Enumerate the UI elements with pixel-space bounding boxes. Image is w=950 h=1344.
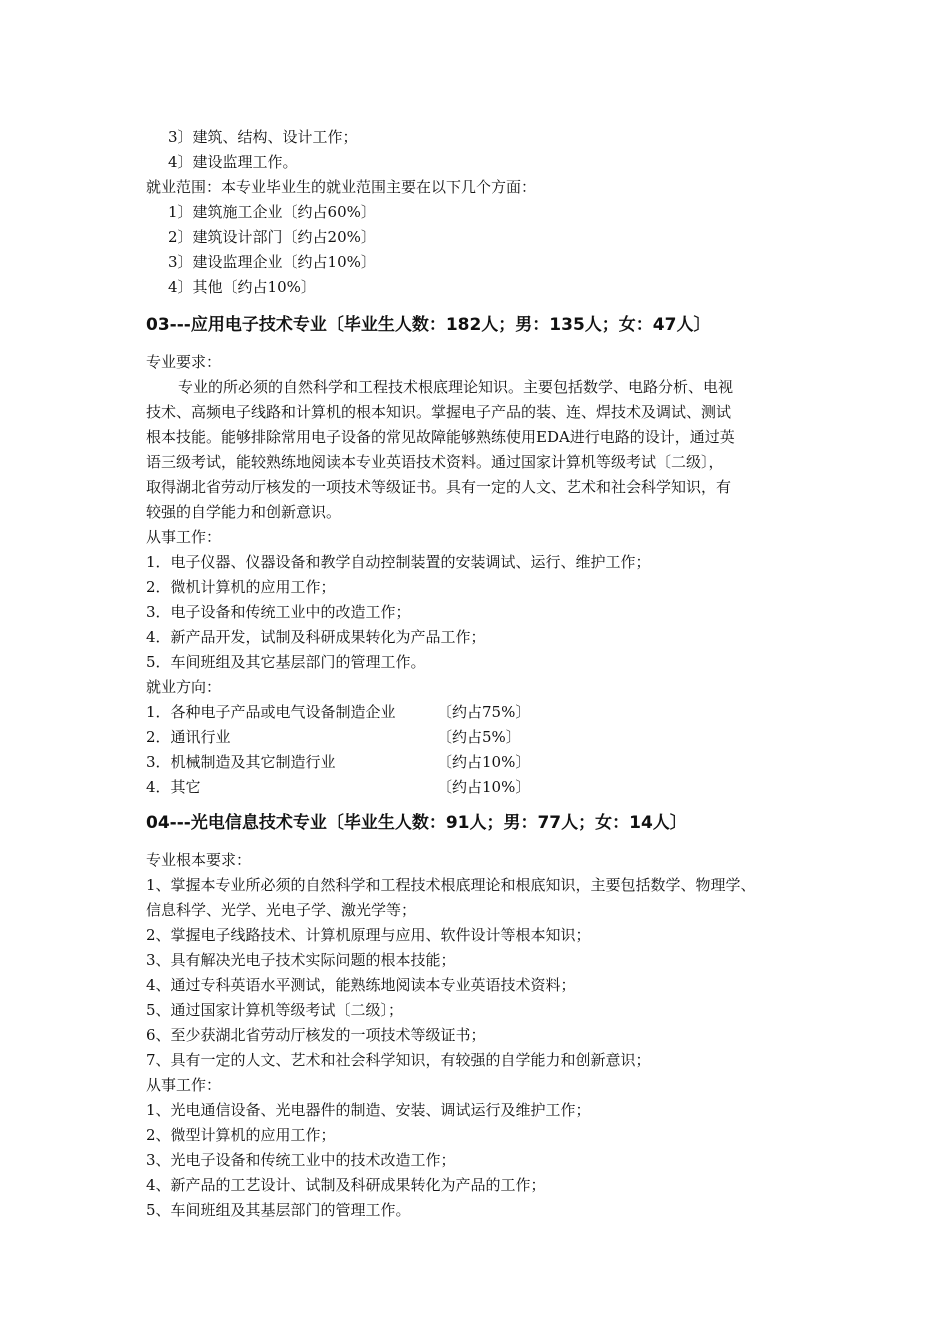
direction-item-pct: 〔约占5%〕 [437, 728, 521, 746]
req-paragraph-line: 技术、高频电子线路和计算机的根本知识。掌握电子产品的装、连、焊技术及调试、测试 [146, 403, 732, 421]
direction-item-label: 2．通讯行业 [146, 728, 231, 746]
work-item: 5、车间班组及其基层部门的管理工作。 [146, 1201, 411, 1219]
work-item: 3．电子设备和传统工业中的改造工作； [146, 603, 411, 621]
req-item: 2、掌握电子线路技术、计算机原理与应用、软件设计等根本知识； [146, 926, 591, 944]
req-paragraph-line: 较强的自学能力和创新意识。 [146, 503, 342, 521]
req-item: 3、具有解决光电子技术实际问题的根本技能； [146, 951, 456, 969]
req-paragraph-line: 语三级考试，能较熟练地阅读本专业英语技术资料。通过国家计算机等级考试〔二级〕， [146, 453, 724, 471]
work-label: 从事工作： [146, 1076, 222, 1094]
req-label: 专业要求： [146, 353, 222, 371]
employment-item: 4〕其他〔约占10%〕 [168, 278, 316, 296]
direction-item-label: 3．机械制造及其它制造行业 [146, 753, 336, 771]
work-item: 2．微机计算机的应用工作； [146, 578, 336, 596]
direction-item-label: 4．其它 [146, 778, 201, 796]
employment-item: 2〕建筑设计部门〔约占20%〕 [168, 228, 376, 246]
work-item: 4、新产品的工艺设计、试制及科研成果转化为产品的工作； [146, 1176, 546, 1194]
req-item: 4、通过专科英语水平测试，能熟练地阅读本专业英语技术资料； [146, 976, 576, 994]
work-item: 5．车间班组及其它基层部门的管理工作。 [146, 653, 426, 671]
work-item: 4．新产品开发，试制及科研成果转化为产品工作； [146, 628, 486, 646]
work-item: 3〕建筑、结构、设计工作； [168, 128, 358, 146]
direction-item-pct: 〔约占10%〕 [437, 778, 531, 796]
req-label: 专业根本要求： [146, 851, 252, 869]
req-item: 6、至少获湖北省劳动厅核发的一项技术等级证书； [146, 1026, 486, 1044]
work-item: 1．电子仪器、仪器设备和教学自动控制装置的安装调试、运行、维护工作； [146, 553, 651, 571]
direction-item-label: 1．各种电子产品或电气设备制造企业 [146, 703, 396, 721]
direction-item-pct: 〔约占75%〕 [437, 703, 531, 721]
direction-label: 就业方向： [146, 678, 222, 696]
direction-item-pct: 〔约占10%〕 [437, 753, 531, 771]
req-item: 5、通过国家计算机等级考试〔二级〕； [146, 1001, 404, 1019]
req-paragraph-line: 取得湖北省劳动厅核发的一项技术等级证书。具有一定的人文、艺术和社会科学知识，有 [146, 478, 732, 496]
employment-item: 3〕建设监理企业〔约占10%〕 [168, 253, 376, 271]
work-item: 4〕建设监理工作。 [168, 153, 298, 171]
section-04-heading: 04---光电信息技术专业〔毕业生人数：91人；男：77人；女：14人〕 [146, 813, 687, 833]
section-03-heading: 03---应用电子技术专业〔毕业生人数：182人；男：135人；女：47人〕 [146, 315, 711, 335]
employment-item: 1〕建筑施工企业〔约占60%〕 [168, 203, 376, 221]
req-paragraph-line: 根本技能。能够排除常用电子设备的常见故障能够熟练使用EDA进行电路的设计，通过英 [146, 428, 735, 446]
work-label: 从事工作： [146, 528, 222, 546]
req-paragraph-line: 专业的所必须的自然科学和工程技术根底理论知识。主要包括数学、电路分析、电视 [178, 378, 734, 396]
work-item: 3、光电子设备和传统工业中的技术改造工作； [146, 1151, 456, 1169]
req-item: 信息科学、光学、光电子学、激光学等； [146, 901, 417, 919]
req-item: 7、具有一定的人文、艺术和社会科学知识，有较强的自学能力和创新意识； [146, 1051, 651, 1069]
employment-intro: 就业范围：本专业毕业生的就业范围主要在以下几个方面： [146, 178, 537, 196]
work-item: 2、微型计算机的应用工作； [146, 1126, 336, 1144]
work-item: 1、光电通信设备、光电器件的制造、安装、调试运行及维护工作； [146, 1101, 591, 1119]
req-item: 1、掌握本专业所必须的自然科学和工程技术根底理论和根底知识，主要包括数学、物理学、 [146, 876, 756, 894]
